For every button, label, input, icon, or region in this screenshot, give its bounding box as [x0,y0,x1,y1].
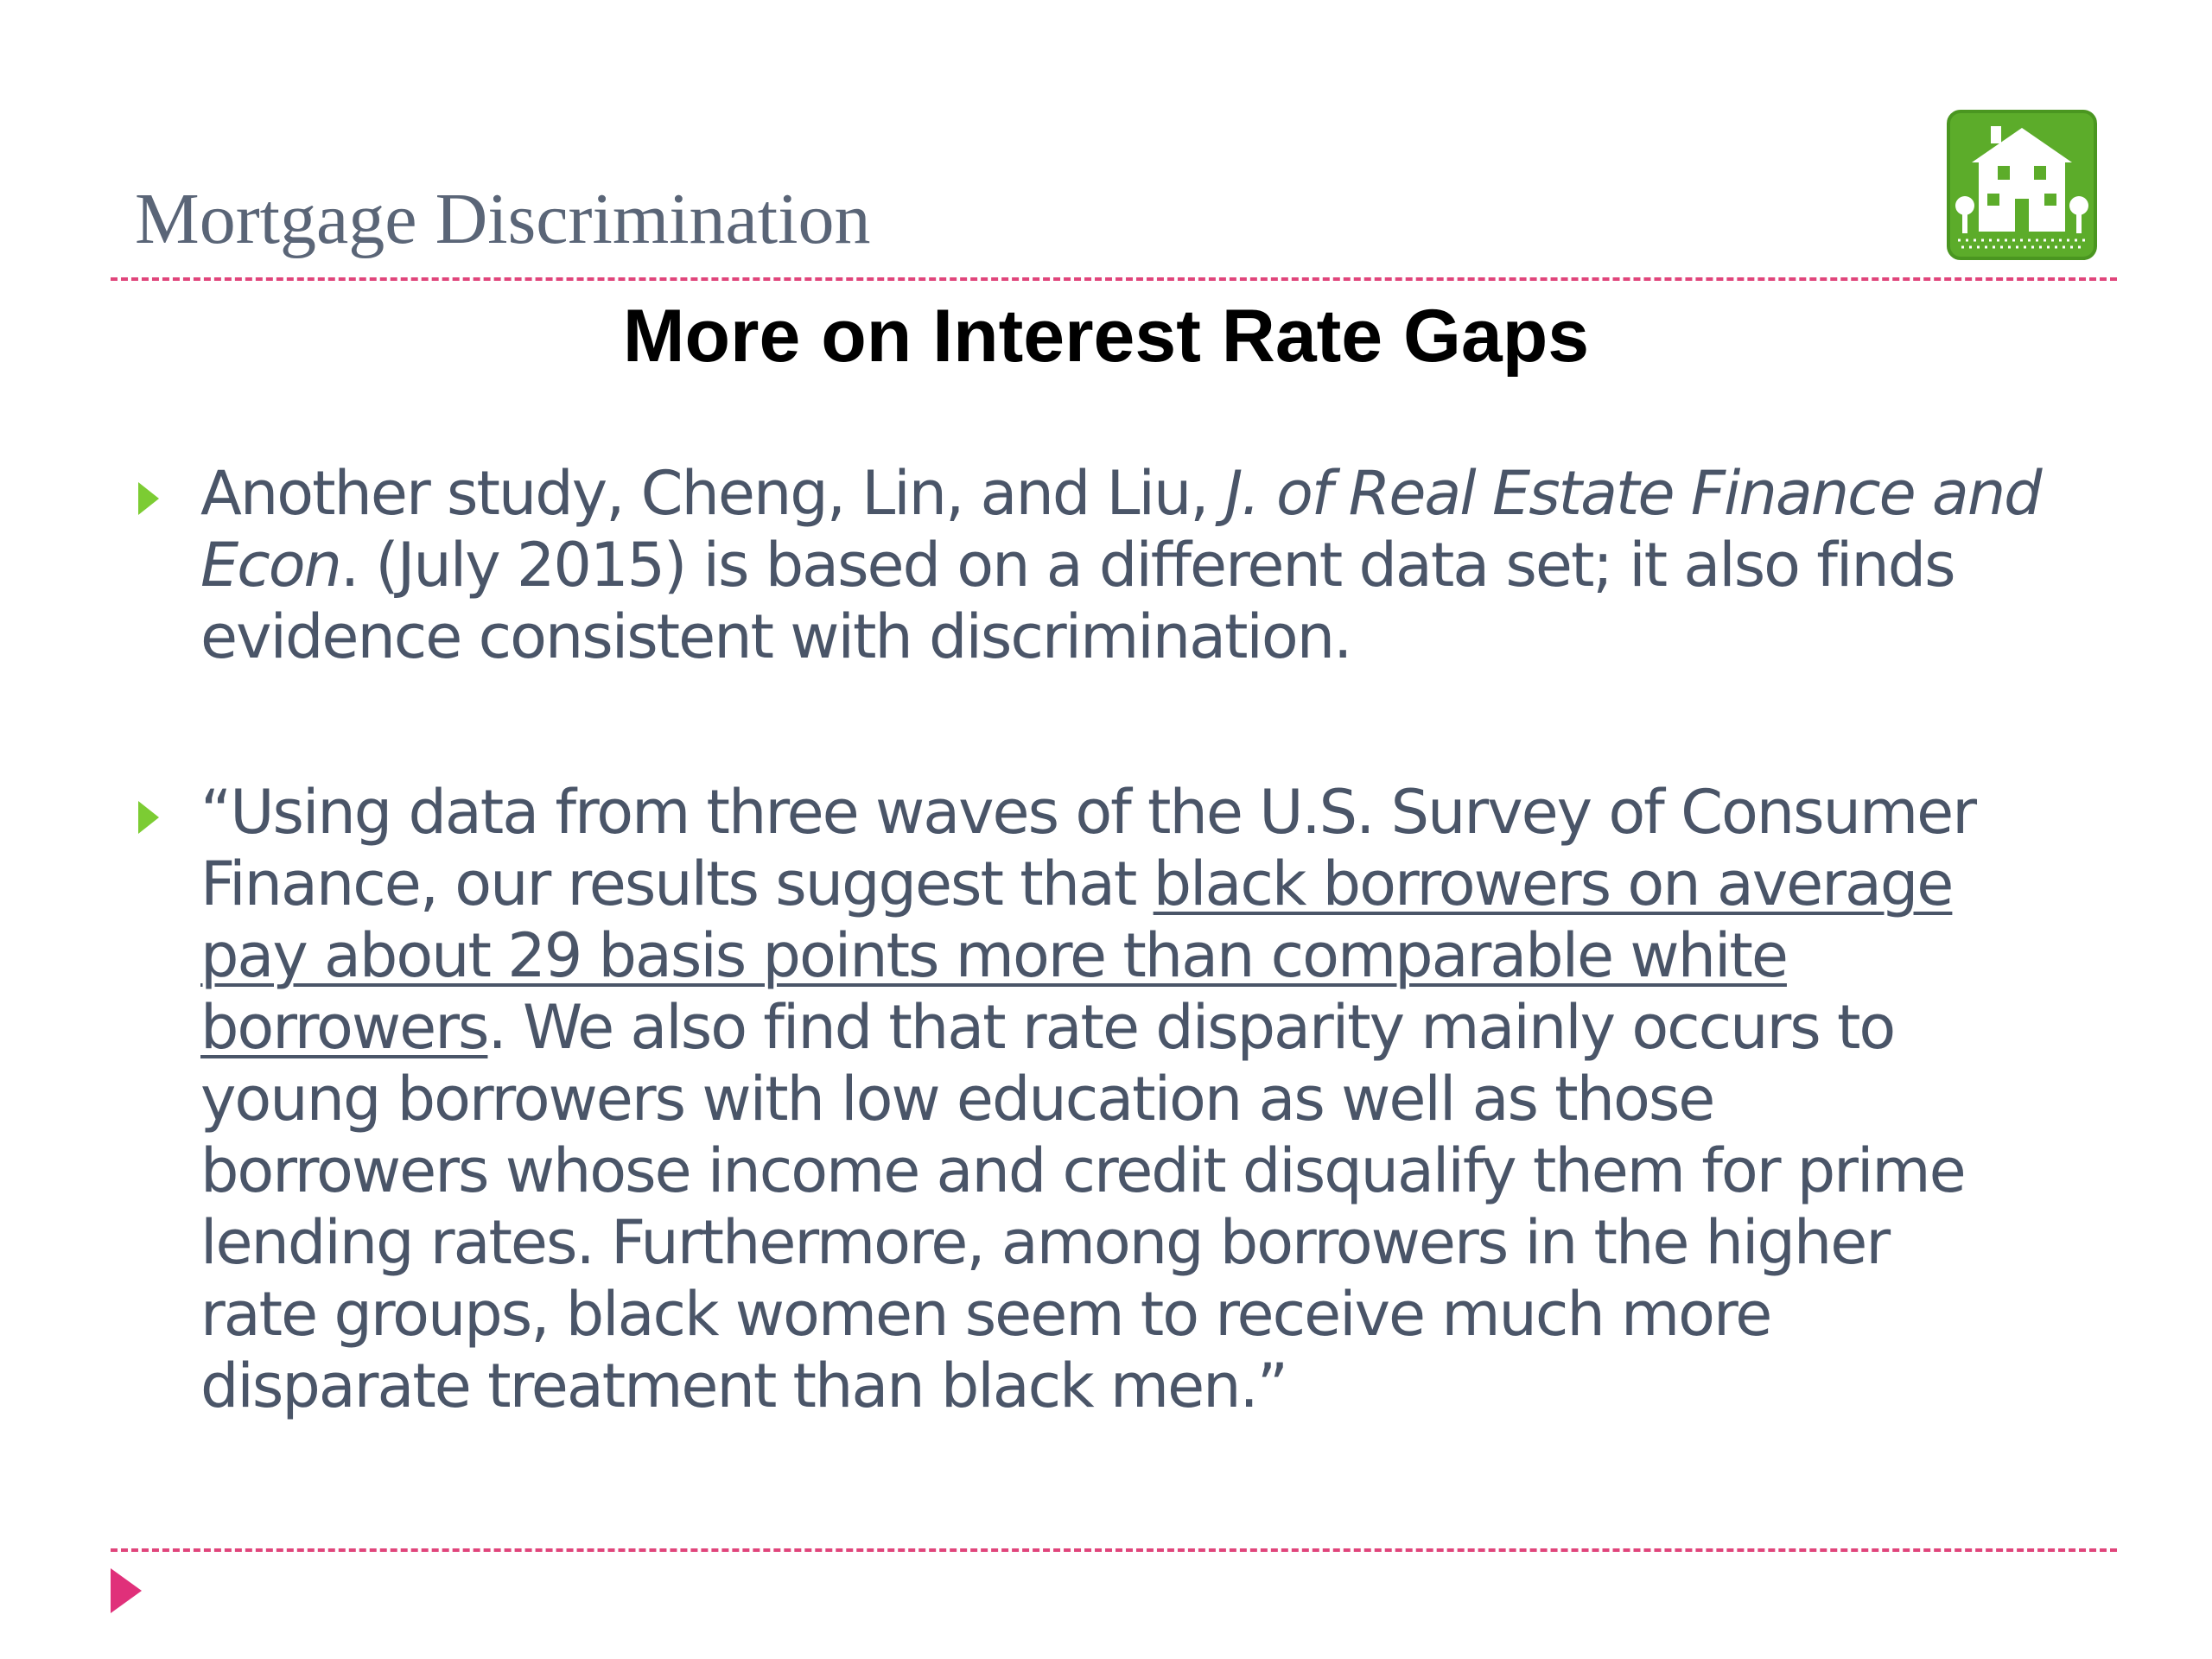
footer-divider [111,1548,2117,1552]
bullet-item [130,458,2117,673]
text-line: disparate treatment than black men.” [200,1351,1287,1421]
header-divider [111,277,2117,281]
text-line: lending rates. Furthermore, among borrowers in the higher [200,1207,1890,1278]
text-line: Finance, our results suggest that black borrowers on average [200,849,1953,919]
house-icon [1946,109,2098,261]
slide-title: More on Interest Rate Gaps [622,295,1590,378]
text-line: rate groups, black women seem to receive much more [200,1279,1771,1350]
slide-body [130,458,2117,1422]
text-line: Another study, Cheng, Lin, and Liu, J. of Real Estate Finance and [200,458,2041,529]
text-line: borrowers whose income and credit disqualify them for prime [200,1135,1965,1206]
text-line: young borrowers with low education as well as those [200,1064,1714,1135]
text-line: evidence consistent with discrimination. [200,601,1351,672]
section-title: Mortgage Discrimination [135,179,871,259]
text-line: pay about 29 basis points more than comparable white [200,920,1787,991]
bullet-item [130,777,2117,1422]
triangle-right-icon [138,482,159,515]
triangle-right-icon [138,801,159,834]
text-line: Econ. (July 2015) is based on a different data set; it also finds [200,530,1955,601]
text-line: “Using data from three waves of the U.S. Survey of Consumer [200,777,1976,848]
play-triangle-icon[interactable] [111,1568,142,1613]
text-line: borrowers. We also find that rate disparity mainly occurs to [200,992,1895,1063]
